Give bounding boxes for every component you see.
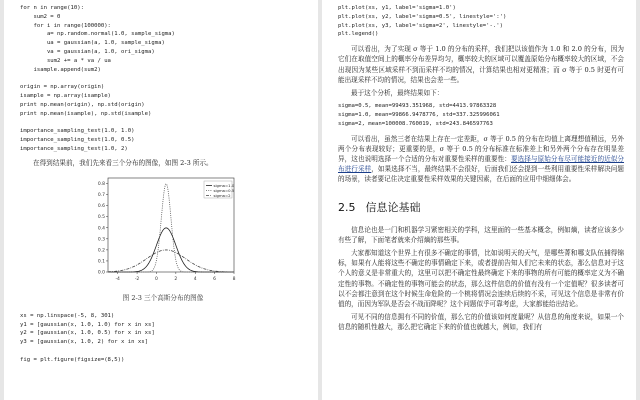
code-line: plt.plot(xs, y2, label='sigma=0.5', linestyle=':'): [338, 13, 507, 20]
gaussian-chart: [90, 172, 240, 286]
code-line: for n in range(10):: [20, 5, 84, 11]
code-line: for i in range(100000):: [33, 22, 111, 29]
code-line: sum2 += a * va / ua: [46, 57, 111, 64]
code-block-plot-setup: [20, 312, 306, 365]
code-line: sum2 = 0: [33, 13, 61, 20]
y-tick-label: 0.8: [97, 181, 105, 187]
code-line: xs = np.linspace(-5, 8, 301): [20, 312, 115, 319]
code-line: print np.mean(isample), np.std(isample): [20, 110, 152, 117]
legend-entry: sigma=2: [213, 192, 231, 198]
y-tick-label: 0.0: [97, 270, 105, 276]
series-line: [108, 250, 234, 272]
left-column: [20, 4, 306, 365]
code-line: print np.mean(origin), np.std(origin): [20, 101, 145, 108]
x-tick-label: -2: [134, 276, 140, 282]
x-tick-label: -4: [115, 276, 120, 282]
code-line: ua = gaussian(a, 1.0, sample_sigma): [46, 40, 165, 47]
code-line: importance_sampling_test(1.0, 1.0): [20, 128, 135, 135]
code-line: isample = np.array(isample): [20, 92, 111, 99]
code-line: va = gaussian(a, 1.0, ori_sigma): [46, 48, 155, 55]
code-line: isample.append(sum2): [33, 66, 101, 73]
conclusion-underlined: 要选择与原始分布尽可能接近的近似分布进行采样: [338, 155, 625, 174]
y-tick-label: 0.6: [97, 203, 105, 209]
paragraph-results-intro: 最于这个分析，最终结果如下：: [351, 89, 444, 97]
code-block-plot-lines: [338, 4, 624, 39]
conclusion-text-b: ，如果选择不当，最终结果不会很好，后面我们还会提到一些利用重要性采样解决问题的场景，读者要记住决定重要性采样效果的关键因素，在后面的应用中细细体会。: [338, 165, 625, 184]
paragraph-information-value: 可见不同的信息拥有不同的价值，那么它的价值该如何度量呢？从信息的角度来说，如果一个信息的随机性越大，那么把它确定下来的价值也就越大，例如，我们有: [338, 313, 624, 332]
right-page: [322, 0, 636, 400]
x-tick-label: 2: [174, 276, 178, 282]
y-tick-label: 0.1: [97, 259, 105, 265]
paragraph-figure-intro: 在得到结果前，我们先来看三个分布的图像，如图 2-3 所示。: [33, 158, 213, 167]
code-line: fig = plt.figure(figsize=(8,5)): [20, 356, 125, 363]
x-tick-label: 8: [232, 276, 236, 282]
conclusion-text-a: 可以看出，虽然三者在结果上存在一定差距，σ 等于 0.5 的分布在均值上离理想值稍远，另外两个分布表现较好；更重要的是，σ 等于 0.5 的分布标准在标准差上和另外两个分布存在明显差异，这也说明选择一个合适的分布对重要性采样的重要性：: [338, 134, 624, 163]
legend-entry: sigma=1.0: [213, 182, 235, 188]
result-line: sigma=1.0, mean=99866.9478776, std=337.325996061: [338, 112, 500, 118]
code-line: plt.legend(): [338, 31, 379, 38]
code-line: importance_sampling_test(1.0, 0.5): [20, 136, 135, 143]
result-line: sigma=0.5, mean=99493.351968, std=4413.97863328: [338, 103, 497, 110]
y-tick-label: 0.3: [97, 237, 105, 243]
code-line: y3 = [gaussian(x, 1.0, 2) for x in xs]: [20, 339, 148, 346]
x-tick-label: 0: [155, 276, 158, 282]
legend-entry: sigma=0.5: [213, 187, 235, 193]
paragraph-info-theory-intro: 信息论也是一门和机器学习紧密相关的学科，这里面的一些基本概念，例如熵，读者应该多少有些了解，下面笔者就来介绍熵的那些事。: [338, 225, 624, 244]
gaussian-figure: [20, 172, 306, 290]
right-column: [338, 4, 624, 333]
code-block-results: [338, 102, 624, 128]
series-line: [108, 228, 234, 272]
left-page: [4, 0, 318, 400]
figure-caption: 图 2-3 三个高斯分布的图像: [122, 293, 204, 302]
section-heading: [338, 199, 624, 215]
paragraph-conclusion: [338, 134, 624, 185]
x-tick-label: 6: [213, 276, 217, 282]
y-tick-label: 0.2: [97, 248, 105, 254]
code-line: importance_sampling_test(1.0, 2): [20, 145, 128, 152]
section-title: 信息论基础: [365, 200, 421, 214]
y-tick-label: 0.5: [97, 214, 105, 220]
code-block-importance-sampling: [20, 4, 306, 154]
code-line: y2 = [gaussian(x, 1.0, 0.5) for x in xs]: [20, 330, 155, 337]
code-line: plt.plot(xs, y1, label='sigma=1.0'): [338, 5, 456, 11]
paragraph-uncertainty: 大家都知道这个世界上有很多不确定的事情，比如说明天的天气，是哪些菁和哪支队伍捕得锦标，如果有人能将这些不确定的事情确定下来，或者提前告知人们它未来的状态，那么信息对于这个人的意义是非常重大的，这里可以把不确定性最终确定下来的事物的所有可能的概率定义为不确定性的事物。不确定性的事物可能会的状态，那么这件信息的价值有没有一个定值呢？很多读者可以不会都注意到在这个时候生命危险的一个桃将情况会连续后续的不采，可见这个信息是非常有价值的，而因为军队是否会不战而降呢？这个问题似乎可靠考虑，大家都能给出结论。: [338, 249, 624, 309]
y-tick-label: 0.7: [97, 192, 105, 198]
code-line: origin = np.array(origin): [20, 84, 105, 91]
section-number: 2.5: [338, 200, 356, 214]
result-line: sigma=2, mean=100008.760019, std=243.846597763: [338, 120, 493, 127]
code-line: a= np.random.normal(1.0, sample_sigma): [46, 31, 175, 38]
x-tick-label: 4: [193, 276, 197, 282]
y-tick-label: 0.4: [97, 226, 105, 232]
code-line: y1 = [gaussian(x, 1.0, 1.0) for x in xs]: [20, 321, 155, 328]
paragraph-analysis: 可以看出，为了实现 σ 等于 1.0 的分布的采样，我们把以该值作为 1.0 和 2.0 的分布，因为它们在取值空间上的概率分布差异均匀，概率较大的区域可以覆盖原始分布概率较大的区域，不会出现因为某些区域采样不到而采样不均的情况，计算结果也相对更精准；而 σ 等于 0.5 时更有可能出现采样不均的情况，结果也会差一些。: [338, 45, 624, 84]
code-line: plt.plot(xs, y3, label='sigma=2', linestyle='-.'): [338, 22, 504, 29]
